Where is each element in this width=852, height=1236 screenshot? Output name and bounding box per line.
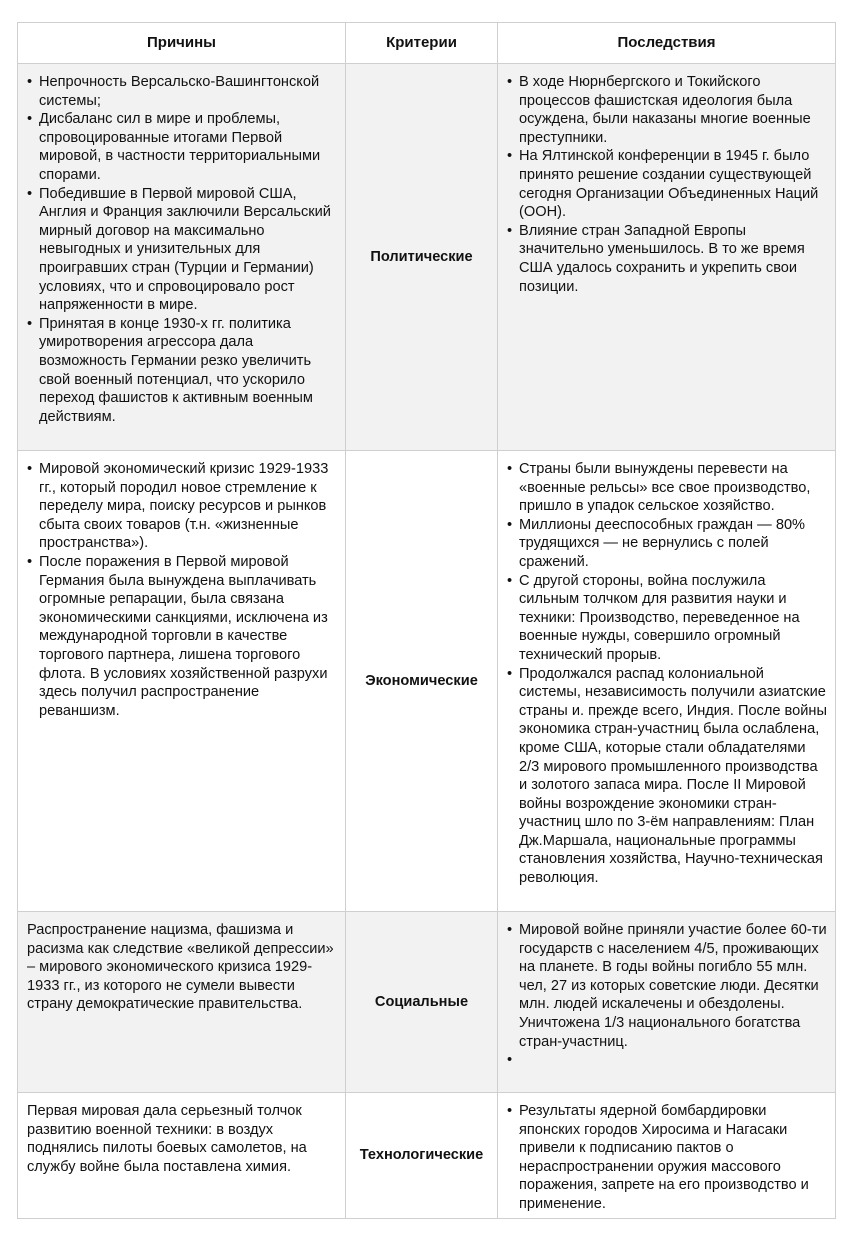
economic-consequences-cell: [498, 451, 836, 912]
political-consequences-list: [507, 73, 829, 296]
list-item: • В ходе Нюрнбергского и Токийского процессов фашистская идеология была осуждена, были наказаны многие военные преступники.: [507, 73, 829, 147]
list-item: • Продолжался распад колониальной системы, независимость получили азиатские страны и. прежде всего, Индия. После войны экономика стран-участниц была ослаблена, кроме США, которые стали обладателями 2/3 мирового промышленного производства и золотого запаса мира. После II Мировой войны возрождение экономики стран-участниц шло по 3-ём направлениям: План Дж.Маршала, национальные программы становления хозяйства, Научно-техническая революция.: [507, 665, 829, 888]
list-item: • С другой стороны, война послужила сильным толчком для развития науки и техники: Производство, переведенное на военные нужды, совершило огромный технический прорыв.: [507, 572, 829, 665]
list-item: • Влияние стран Западной Европы значительно уменьшилось. В то же время США удалось сохранить и укрепить свои позиции.: [507, 222, 829, 296]
social-causes-text: Распространение нацизма, фашизма и расизма как следствие «великой депрессии» – мирового экономического кризиса 1929-1933 гг., из которого не сумели вывести страну демократические правительства.: [27, 922, 334, 1013]
criterion-social: Социальные: [346, 912, 498, 1093]
economic-consequences-list: [507, 460, 829, 888]
political-causes-list: [27, 73, 339, 426]
row-social: [18, 912, 836, 1093]
list-item: • Результаты ядерной бомбардировки японских городов Хиросима и Нагасаки привели к подписанию пактов о нераспространении оружия массового поражения, запрете на его производство и применение.: [507, 1102, 829, 1214]
row-political: [18, 64, 836, 451]
political-causes-cell: [18, 64, 346, 451]
criterion-political: Политические: [346, 64, 498, 451]
header-criteria: Критерии: [346, 23, 498, 64]
technological-consequences-list: [507, 1102, 829, 1214]
list-item: • Страны были вынуждены перевести на «военные рельсы» все свое производство, пришло в упадок сельское хозяйство.: [507, 460, 829, 516]
political-consequences-cell: [498, 64, 836, 451]
row-technological: [18, 1093, 836, 1219]
list-item: • Победившие в Первой мировой США, Англия и Франция заключили Версальский мирный договор на максимально невыгодных и унизительных для проигравших стран (Турции и Германии) условиях, что и спровоцировало рост напряженности в мире.: [27, 185, 339, 315]
header-consequences: Последствия: [498, 23, 836, 64]
list-item: • После поражения в Первой мировой Германия была вынуждена выплачивать огромные репарации, была связана экономическими санкциями, исключена из международной торговли в качестве торгового партнера, лишена торгового флота. В условиях хозяйственной разрухи здесь получил распространение реваншизм.: [27, 553, 339, 720]
list-item: • На Ялтинской конференции в 1945 г. было принято решение создании существующей сегодня Организации Объединенных Наций (ООН).: [507, 147, 829, 221]
social-causes-cell: [18, 912, 346, 1093]
criterion-technological: Технологические: [346, 1093, 498, 1219]
list-item: • Непрочность Версальско-Вашингтонской системы;: [27, 73, 339, 110]
list-item: • Мировой экономический кризис 1929-1933 гг., который породил новое стремление к переделу мира, поиску ресурсов и рынков сбыта своих товаров (т.н. «жизненные пространства»).: [27, 460, 339, 553]
list-item: • Мировой войне приняли участие более 60-ти государств с населением 4/5, проживающих на планете. В годы войны погибло 55 млн. чел, 27 из которых советские люди. Десятки млн. людей искалечены и обездолены. Уничтожена 1/3 национального богатства стран-участниц.: [507, 921, 829, 1051]
header-row: [18, 23, 836, 64]
list-item: • Миллионы дееспособных граждан — 80% трудящихся — не вернулись с полей сражений.: [507, 516, 829, 572]
social-consequences-cell: [498, 912, 836, 1093]
header-causes: Причины: [18, 23, 346, 64]
criterion-economic: Экономические: [346, 451, 498, 912]
economic-causes-cell: [18, 451, 346, 912]
list-item: • Принятая в конце 1930-х гг. политика умиротворения агрессора дала возможность Германии резко увеличить свой военный потенциал, что ускорило переход фашистов к активным военным действиям.: [27, 315, 339, 427]
economic-causes-list: [27, 460, 339, 720]
technological-causes-text: Первая мировая дала серьезный толчок развитию военной техники: в воздух поднялись пилоты боевых самолетов, на службу войне была поставлена химия.: [27, 1103, 307, 1175]
list-item: • Дисбаланс сил в мире и проблемы, спровоцированные итогами Первой мировой, в частности территориальными спорами.: [27, 110, 339, 184]
technological-consequences-cell: [498, 1093, 836, 1219]
list-item-empty: [507, 1051, 829, 1070]
technological-causes-cell: [18, 1093, 346, 1219]
social-consequences-list: [507, 921, 829, 1070]
row-economic: [18, 451, 836, 912]
ww2-causes-consequences-table: [17, 22, 836, 1219]
